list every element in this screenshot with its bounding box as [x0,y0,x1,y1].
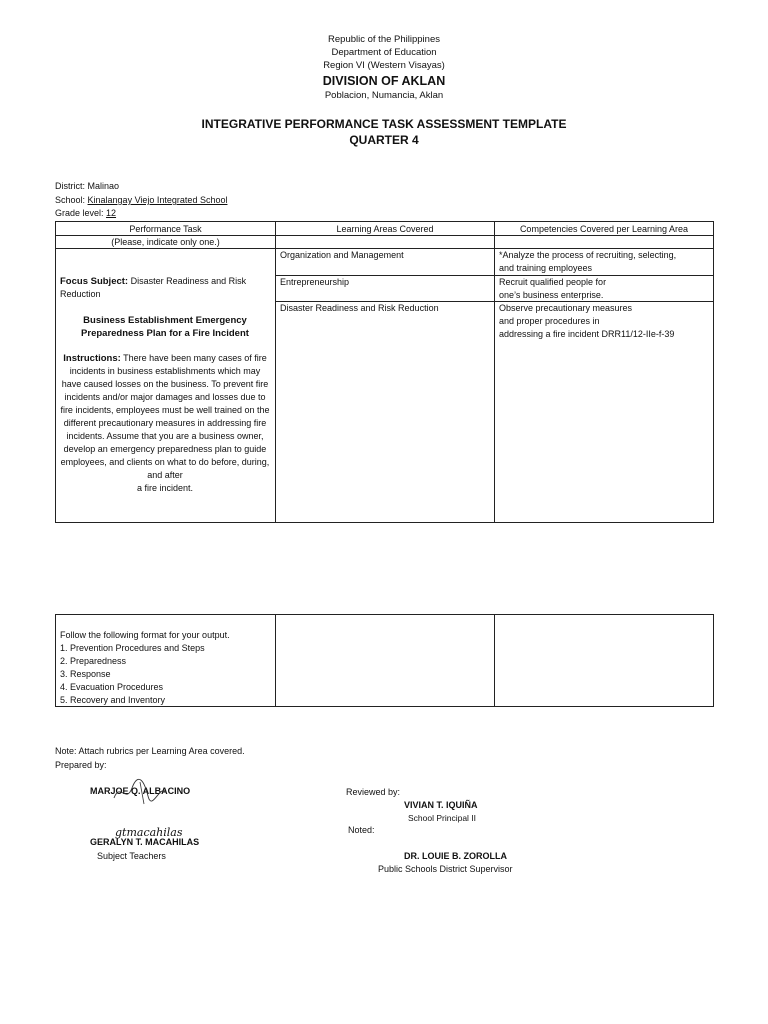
teacher2-signature: gtmacahilas [115,826,183,839]
competency-line: Observe precautionary measures [499,303,633,313]
table-border-left [55,221,56,523]
instructions-label: Instructions: [63,353,121,364]
competency-org-management [499,249,711,275]
school-value: Kinalangay Viejo Integrated School [87,195,228,205]
format-col-divider-2 [494,614,495,707]
subheader-indicate-one: (Please, indicate only one.) [111,237,220,247]
task-title-line1: Business Establishment Emergency [83,315,247,326]
prepared-by-label: Prepared by: [55,760,107,770]
district-label: District: [55,181,88,191]
format-item: 4. Evacuation Procedures [60,682,164,692]
competency-line: Recruit qualified people for [499,277,607,287]
competency-line: one’s business enterprise. [499,290,604,300]
format-col-divider-1 [275,614,276,707]
supervisor-name: DR. LOUIE B. ZOROLLA [404,851,507,861]
table-border-top [55,221,714,222]
table-border-bottom [55,522,714,523]
competency-line: *Analyze the process of recruiting, selecting, [499,250,677,260]
format-item: 3. Response [60,669,111,679]
header-republic: Republic of the Philippines [328,34,440,45]
focus-subject-label: Focus Subject: [60,276,129,287]
quarter-label: QUARTER 4 [349,133,419,147]
school-line [55,195,227,205]
header-region: Region VI (Western Visayas) [323,60,445,71]
table-border-right [713,221,714,523]
format-item: 5. Recovery and Inventory [60,695,166,705]
task-title-line2: Preparedness Plan for a Fire Incident [81,328,249,339]
grade-line [55,208,116,218]
focus-subject-value: Disaster Readiness and Risk Reduction [60,276,247,299]
format-border-left [55,614,56,707]
grade-label: Grade level: [55,208,107,218]
teacher1-signature [110,778,170,806]
format-border-top [55,614,714,615]
header-department: Department of Education [331,47,437,58]
table-col-divider-1 [275,221,276,523]
format-item: 2. Preparedness [60,656,127,666]
competency-line: and training employees [499,263,593,273]
grade-value: 12 [106,208,117,218]
format-intro: Follow the following format for your output. [60,630,230,640]
supervisor-role: Public Schools District Supervisor [378,864,513,874]
competency-entrepreneurship [499,276,711,302]
format-item: 1. Prevention Procedures and Steps [60,643,205,653]
header-performance-task: Performance Task [129,224,202,234]
format-border-right [713,614,714,707]
district-value: Malinao [87,181,120,191]
area-drrr: Disaster Readiness and Risk Reduction [280,303,439,313]
competency-line: and proper procedures in [499,316,600,326]
instructions [59,352,271,495]
instructions-text: There have been many cases of fire incidents in business establishments which may have caused losses on the business. To prevent fire incidents and/or major damages and losses due to fire incidents, employees must be well trained on the different precautionary measures in addressing fire incidents. Assume that you are a business owner, develop an emergency preparedness plan to guide employees, and clients on what to do before, during, and after [60,353,270,480]
header-address: Poblacion, Numancia, Aklan [324,90,444,101]
teachers-role: Subject Teachers [97,851,166,861]
focus-subject [60,275,272,301]
area-org-management: Organization and Management [280,250,404,260]
competency-drrr [499,302,711,341]
header-learning-areas: Learning Areas Covered [336,224,434,234]
area-entrepreneurship: Entrepreneurship [280,277,350,287]
district-line [55,181,119,191]
principal-name: VIVIAN T. IQUIÑA [404,800,478,810]
noted-label: Noted: [348,825,375,835]
format-list [60,629,272,707]
header-division: DIVISION OF AKLAN [322,74,446,88]
principal-role: School Principal II [408,813,477,823]
teacher1-name: MARJOE Q. ALBACINO [90,786,191,796]
table-col-divider-2 [494,221,495,523]
teacher2-name: GERALYN T. MACAHILAS [90,837,200,847]
instructions-end: a fire incident. [136,483,194,493]
school-label: School: [55,195,88,205]
header-competencies: Competencies Covered per Learning Area [519,224,689,234]
note-rubrics: Note: Attach rubrics per Learning Area covered. [55,746,245,756]
competency-line: addressing a fire incident DRR11/12-IIe-f-39 [499,329,675,339]
page-title: INTEGRATIVE PERFORMANCE TASK ASSESSMENT TEMPLATE [201,117,567,131]
reviewed-by-label: Reviewed by: [346,787,401,797]
